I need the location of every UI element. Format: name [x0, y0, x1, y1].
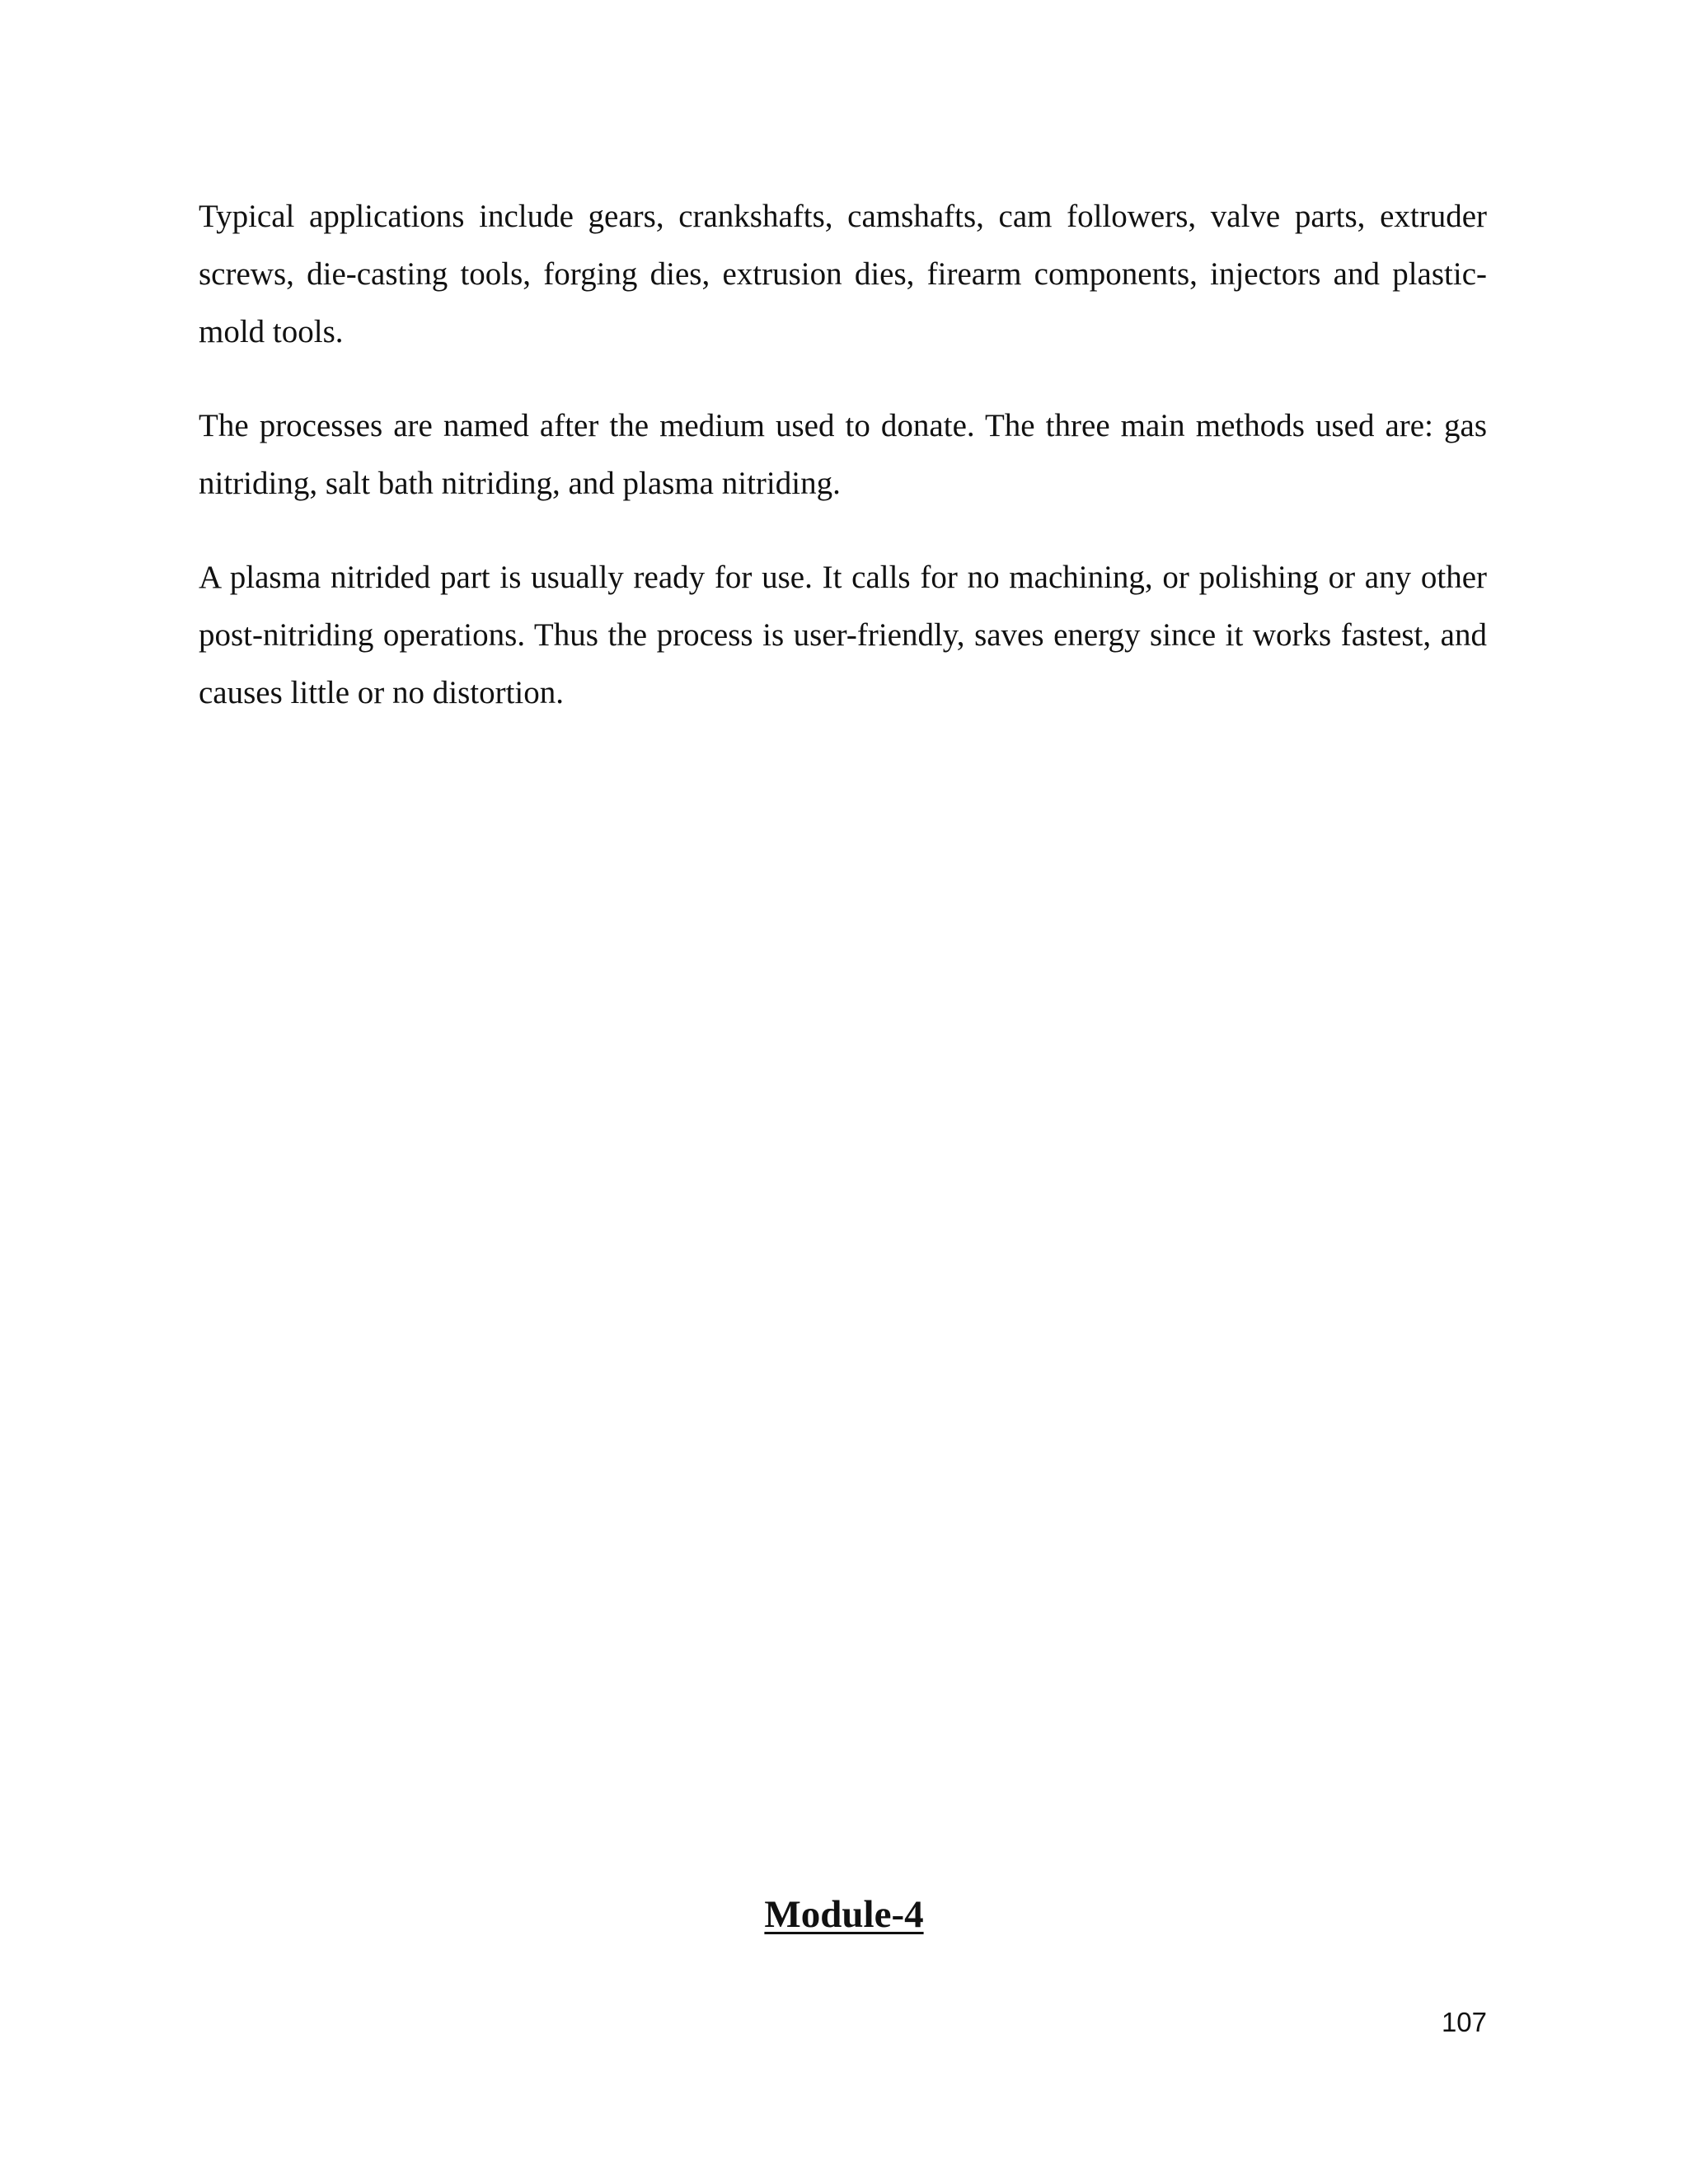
module-heading-text: Module-4: [764, 1893, 924, 1936]
paragraph-plasma-nitriding: A plasma nitrided part is usually ready for use. It calls for no machining, or polishing or any other post-nitriding operations. Thus the process is user-friendly, saves energy since it works fastest, and causes little or no distortion.: [199, 560, 1487, 710]
paragraph-processes: The processes are named after the medium used to donate. The three main methods used are: gas nitriding, salt bath nitriding, and plasma nitriding.: [199, 408, 1487, 501]
page-number: 107: [1441, 2007, 1487, 2037]
module-heading: [0, 1890, 1688, 1939]
paragraph-applications: Typical applications include gears, crankshafts, camshafts, cam followers, valve parts, extruder screws, die-casting tools, forging dies, extrusion dies, firearm components, injectors and plastic-mold tools.: [199, 199, 1487, 349]
body-text: [199, 188, 1487, 758]
